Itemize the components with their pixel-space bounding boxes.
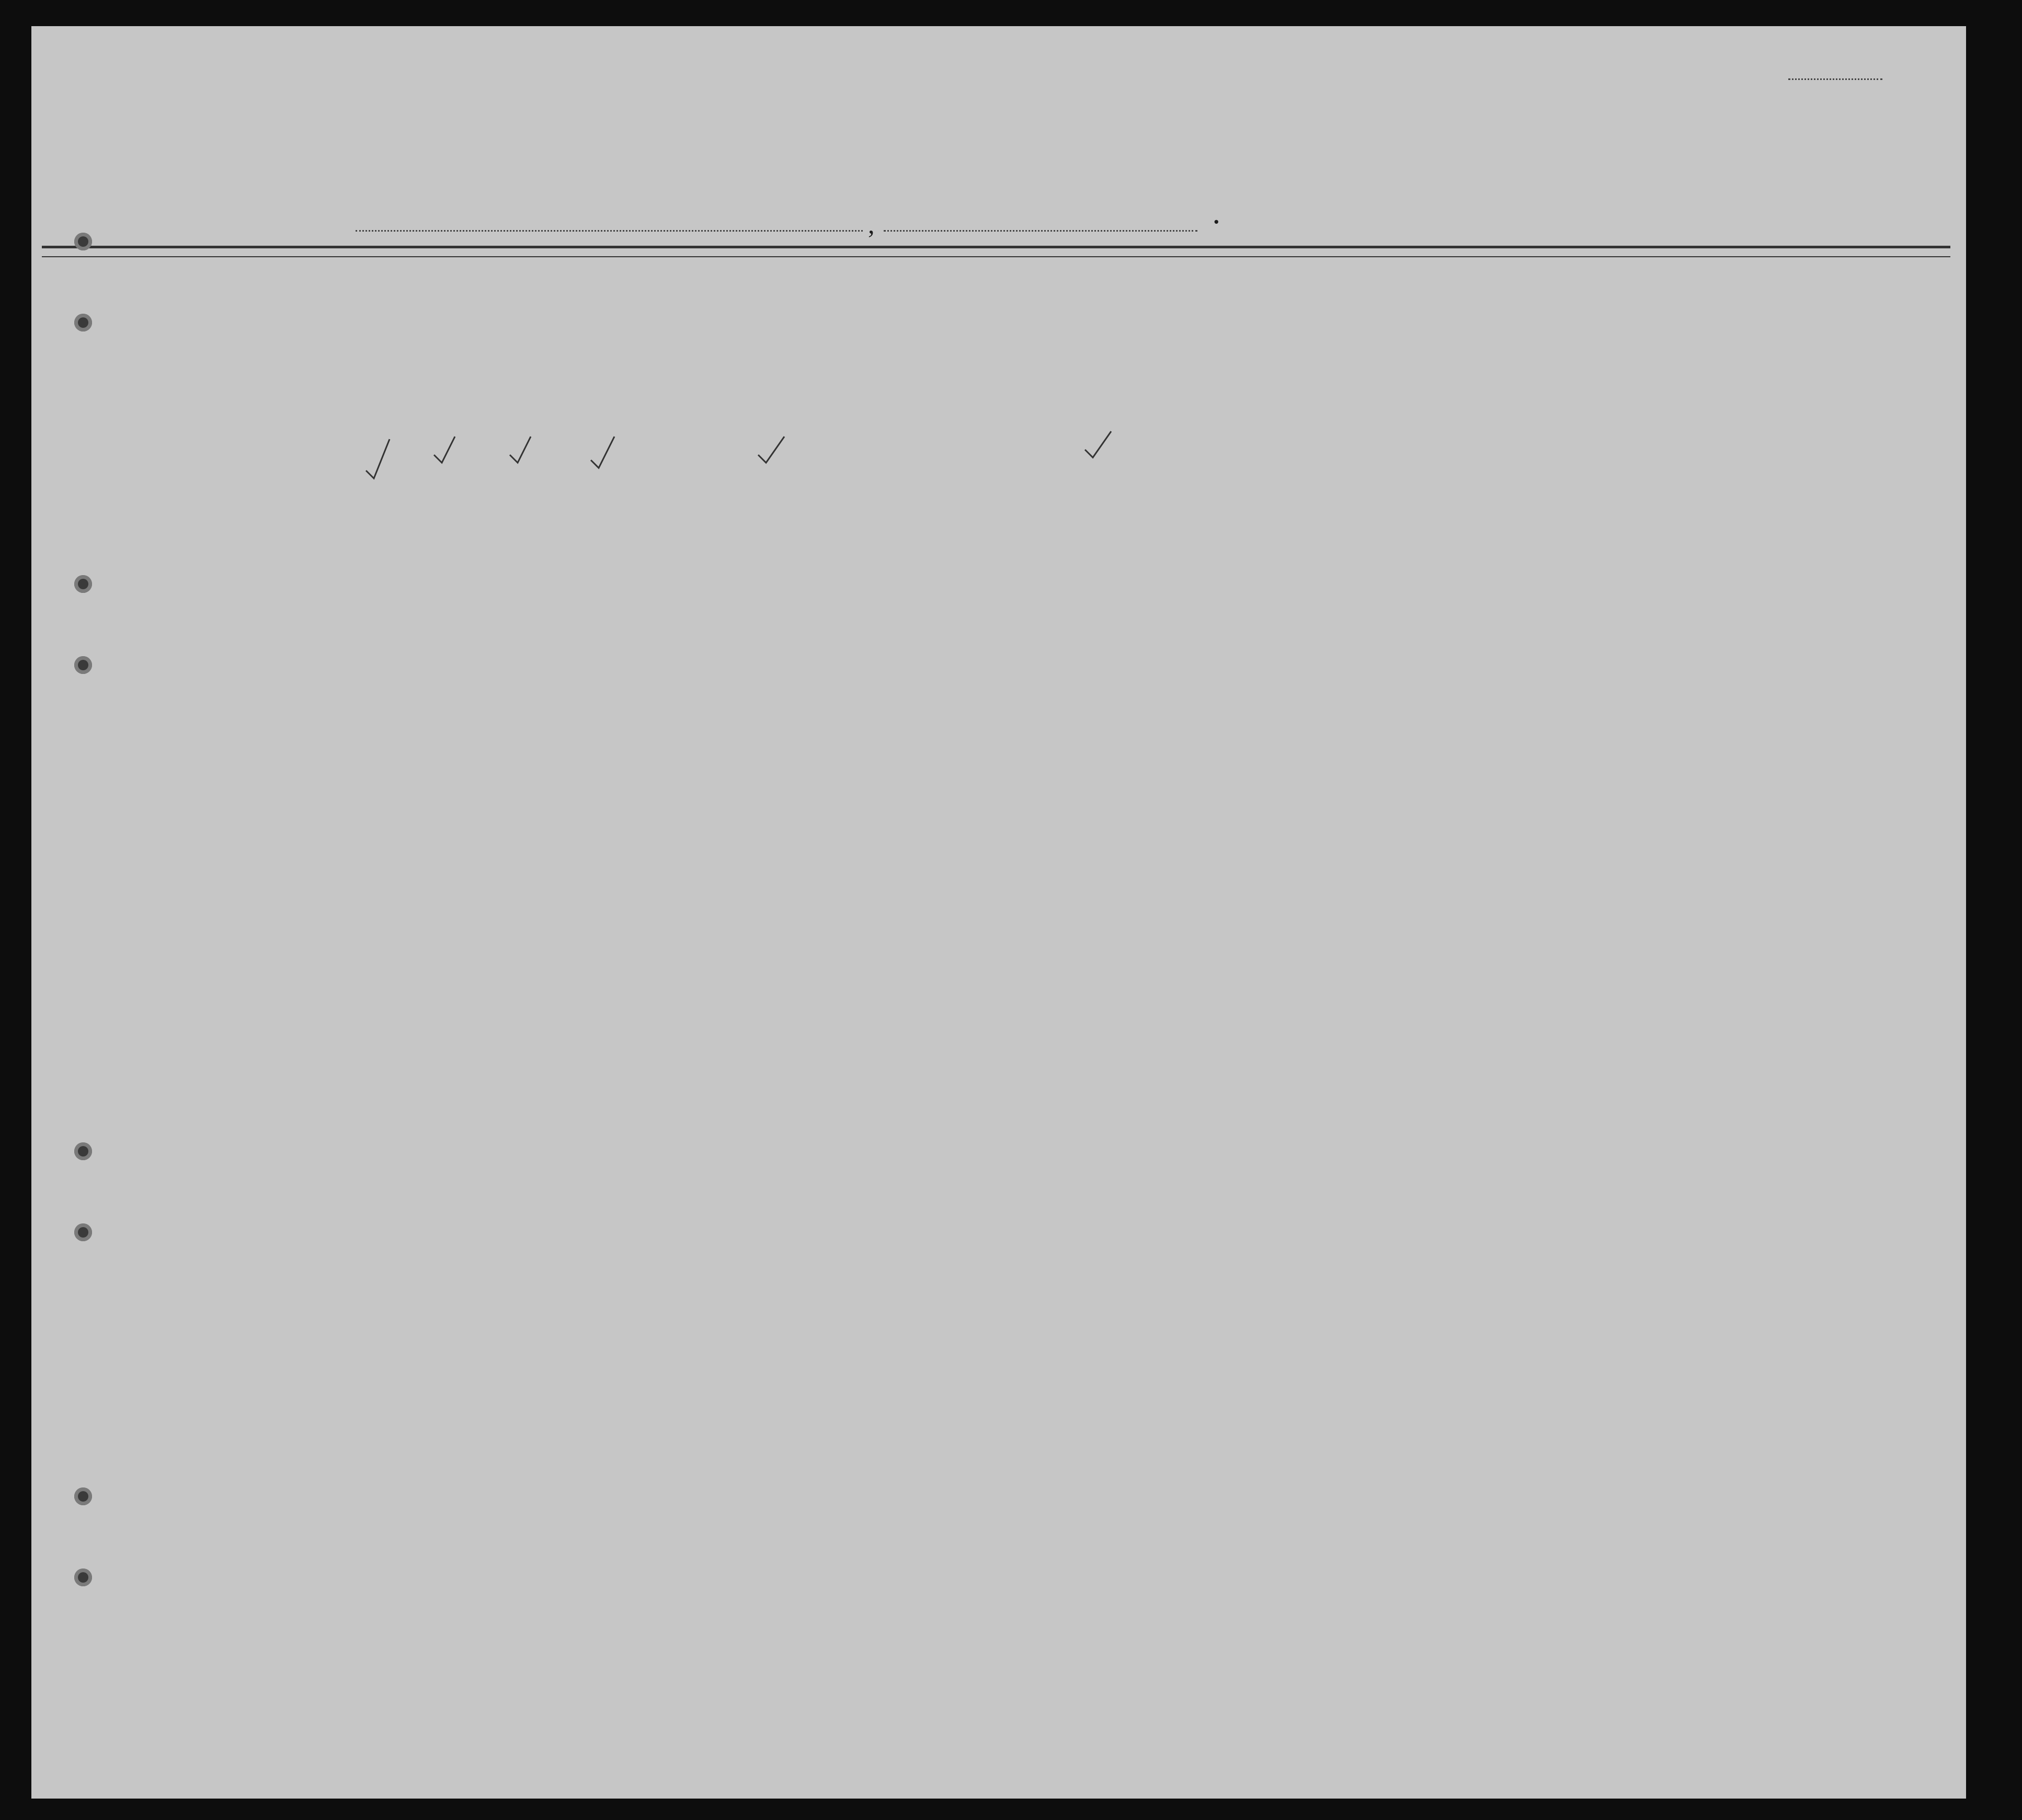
header-purpose-a bbox=[1140, 308, 1171, 418]
checkmark bbox=[1085, 431, 1111, 457]
header-yes-no bbox=[745, 366, 772, 397]
header-condition-health bbox=[1518, 306, 1581, 395]
header-purpose-c bbox=[1226, 308, 1258, 418]
header-nearest-relative bbox=[162, 329, 413, 387]
header-deported bbox=[1477, 277, 1509, 418]
header-before-in-us bbox=[742, 293, 878, 335]
checkmark bbox=[591, 437, 614, 468]
handwriting bbox=[366, 431, 1111, 478]
header-question-28 bbox=[1380, 277, 1420, 418]
checkmark bbox=[434, 437, 455, 463]
header-purpose-b bbox=[1179, 308, 1210, 418]
year-period: . bbox=[1213, 195, 1221, 231]
checkmark bbox=[366, 439, 390, 478]
header-labor-offer bbox=[1433, 277, 1464, 418]
header-prison bbox=[1292, 277, 1320, 418]
header-year-period bbox=[774, 382, 816, 418]
tiny-rotated-headers bbox=[1140, 277, 1509, 418]
header-going-to-join bbox=[881, 329, 1137, 387]
checkmark bbox=[758, 437, 784, 463]
comma: , bbox=[868, 210, 875, 239]
header-deformed bbox=[1574, 306, 1639, 395]
header-passage-paid bbox=[620, 306, 706, 418]
checkmark bbox=[510, 437, 531, 463]
header-complexion bbox=[1686, 335, 1739, 371]
